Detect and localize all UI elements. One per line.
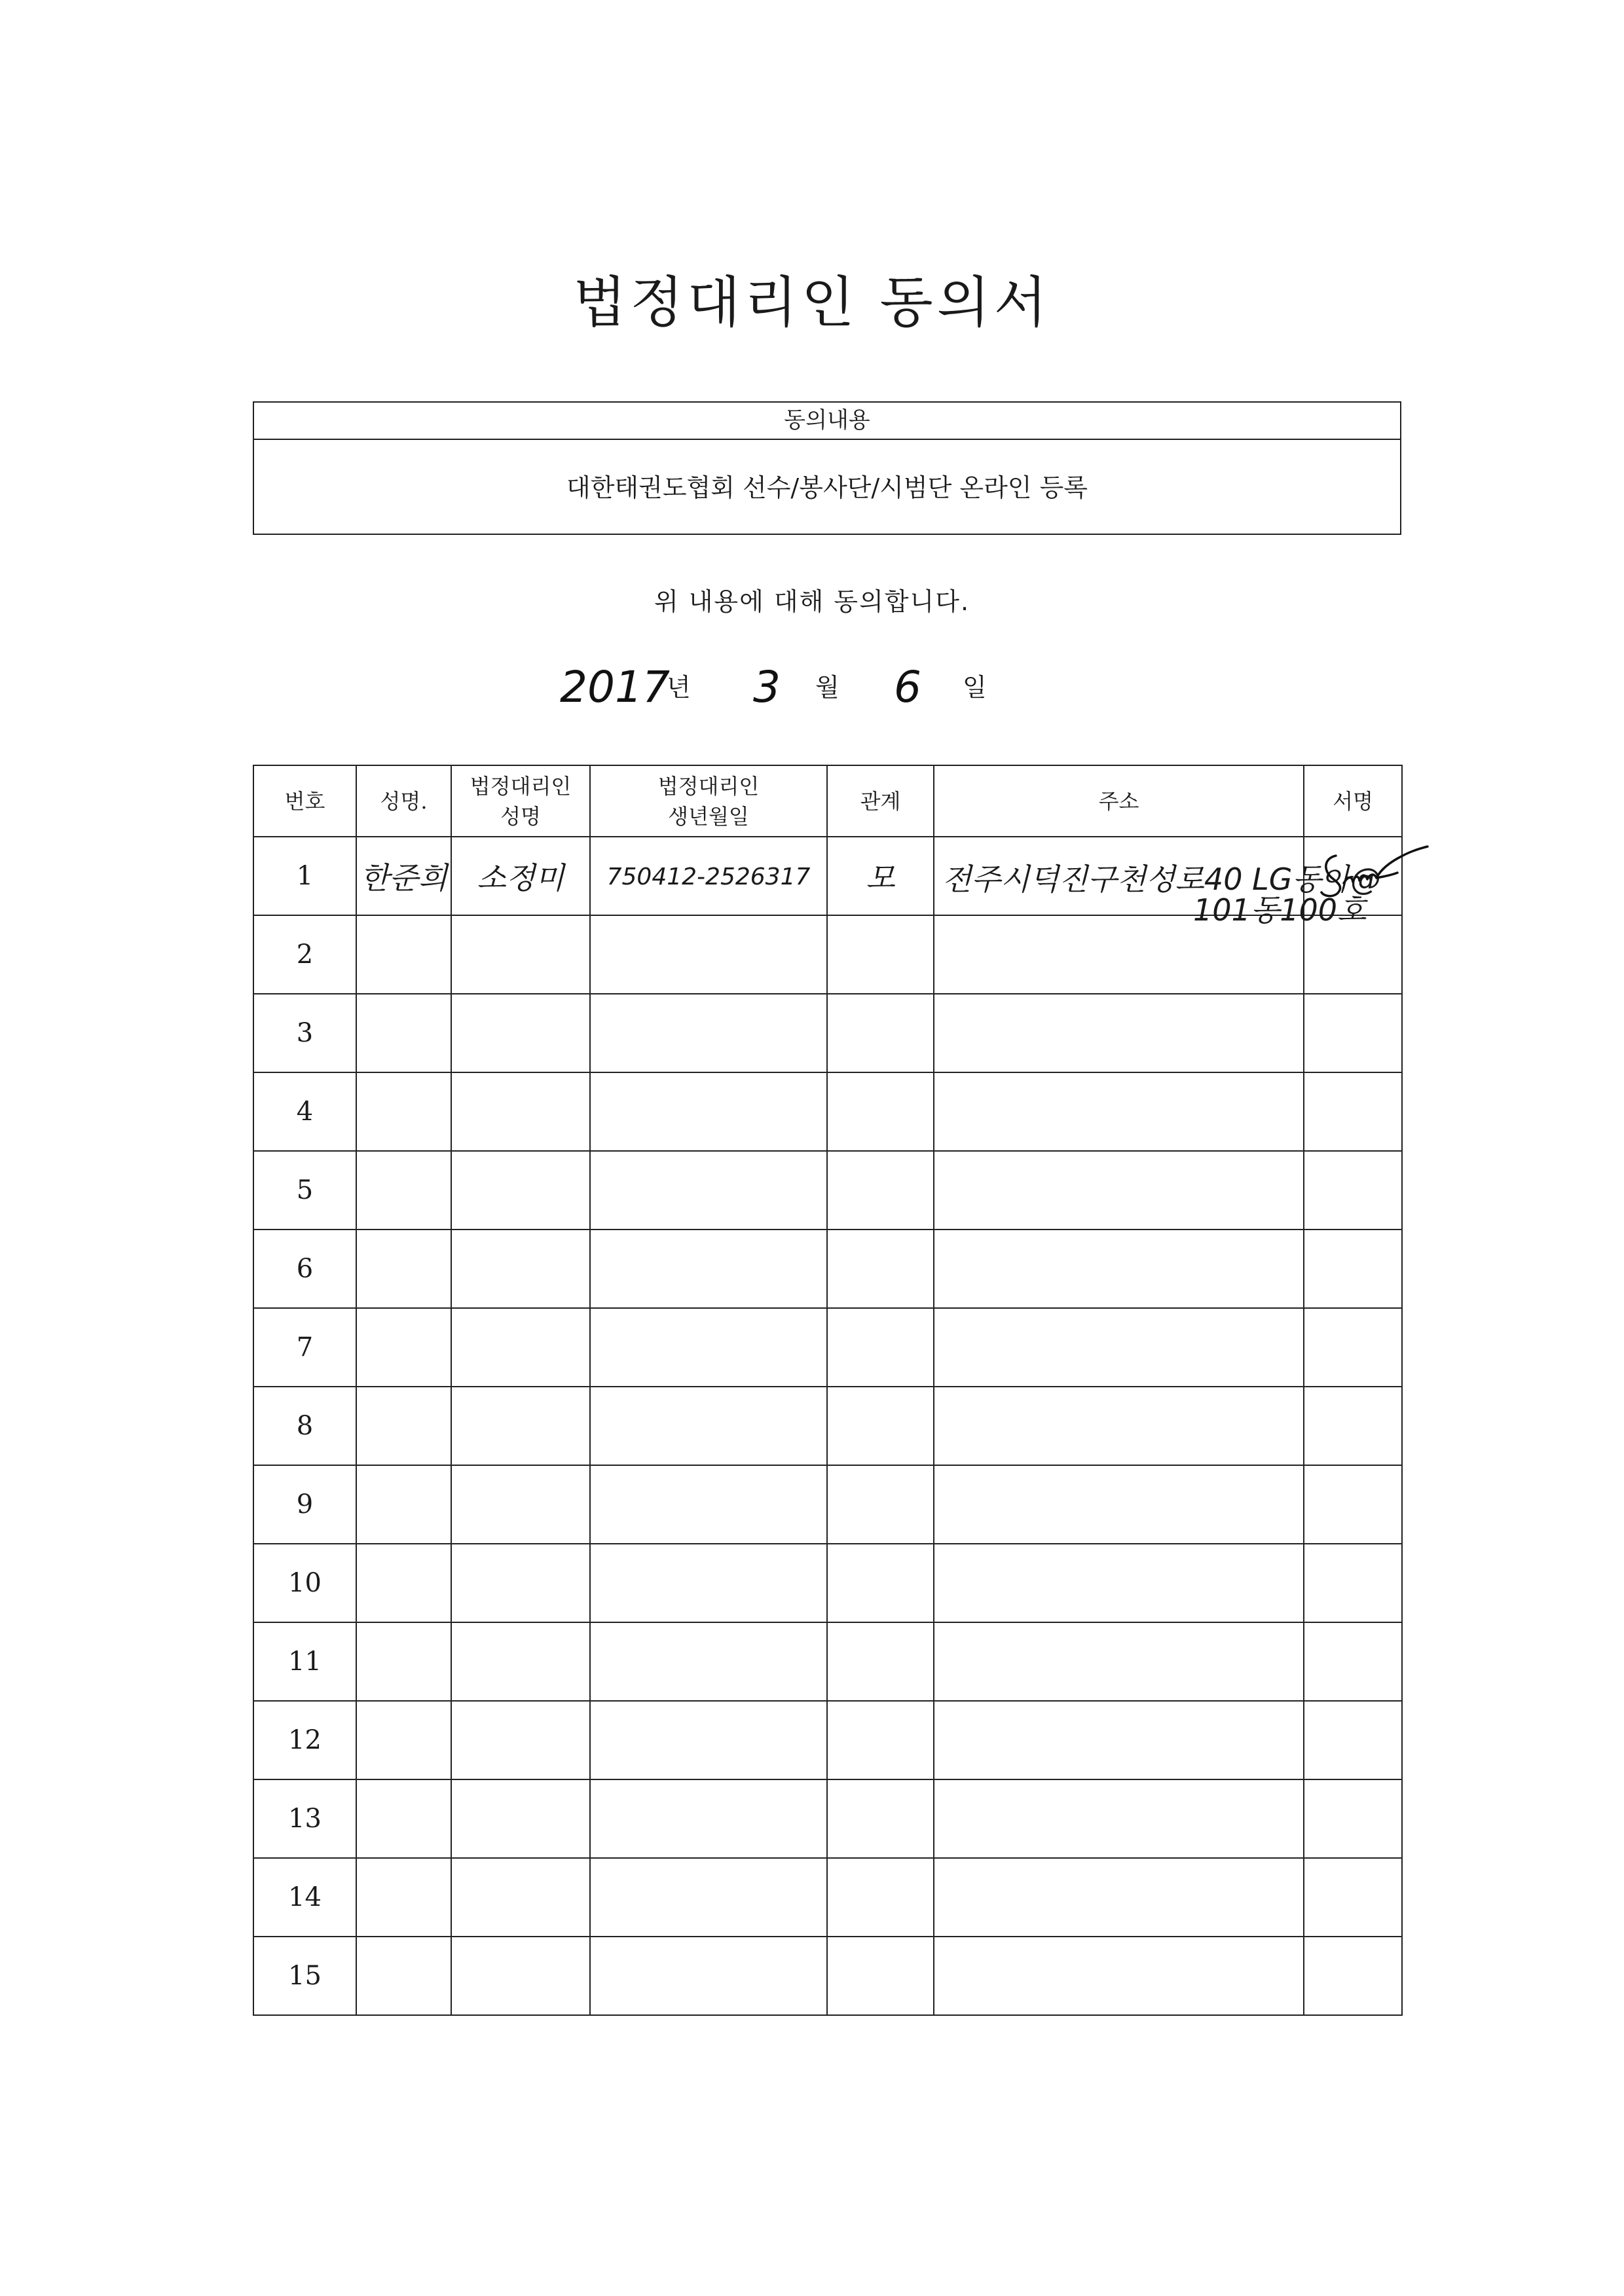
row-name — [356, 1779, 451, 1858]
row-number: 1 — [253, 837, 356, 915]
row-guardian-birth — [590, 837, 827, 915]
row-signature — [1304, 994, 1402, 1072]
row-guardian-birth — [590, 1230, 827, 1308]
header-name: 성명. — [356, 765, 451, 837]
row-relation — [827, 1779, 934, 1858]
row-relation — [827, 1072, 934, 1151]
row-guardian-birth — [590, 1858, 827, 1937]
table-row — [253, 1622, 1402, 1701]
table-row — [253, 1937, 1402, 2015]
row-name — [356, 1544, 451, 1622]
table-row — [253, 1858, 1402, 1937]
table-row — [253, 1465, 1402, 1544]
row-name — [356, 1387, 451, 1465]
date-day-value: 6 — [894, 662, 921, 712]
row-relation — [827, 837, 934, 915]
table-row — [253, 837, 1402, 915]
consent-header: 동의내용 — [254, 403, 1400, 440]
row-guardian-birth — [590, 1544, 827, 1622]
row-signature — [1304, 1858, 1402, 1937]
table-header-row — [253, 765, 1402, 837]
row-relation — [827, 1151, 934, 1230]
row-signature — [1304, 1308, 1402, 1387]
row-guardian-name — [451, 1622, 590, 1701]
row-number: 13 — [253, 1779, 356, 1858]
row-number: 14 — [253, 1858, 356, 1937]
row-relation — [827, 1465, 934, 1544]
row-address — [934, 1465, 1304, 1544]
header-guardian-birth — [590, 765, 827, 837]
consent-box — [253, 401, 1401, 535]
row-signature — [1304, 1701, 1402, 1779]
row-number: 11 — [253, 1622, 356, 1701]
row-name — [356, 1072, 451, 1151]
row-guardian-name — [451, 1544, 590, 1622]
row-signature — [1304, 1387, 1402, 1465]
row-address — [934, 994, 1304, 1072]
row-address — [934, 1308, 1304, 1387]
row-number: 12 — [253, 1701, 356, 1779]
row-relation — [827, 1858, 934, 1937]
row-guardian-birth — [590, 994, 827, 1072]
row-guardian-birth — [590, 1465, 827, 1544]
row-guardian-birth — [590, 1387, 827, 1465]
row-guardian-name — [451, 1858, 590, 1937]
row-guardian-birth-value: 750412-2526317 — [606, 864, 811, 890]
row-relation — [827, 1544, 934, 1622]
row-name — [356, 1701, 451, 1779]
header-guardian-name-line2: 성명 — [500, 803, 541, 829]
row-guardian-birth — [590, 1779, 827, 1858]
header-guardian-birth-line2: 생년월일 — [668, 803, 749, 829]
row-address — [934, 1701, 1304, 1779]
handwritten-signature — [1318, 844, 1429, 903]
table-row — [253, 1230, 1402, 1308]
row-guardian-name — [451, 915, 590, 994]
table-row — [253, 1544, 1402, 1622]
row-signature — [1304, 1230, 1402, 1308]
date-year-value: 2017 — [560, 662, 670, 712]
row-guardian-birth — [590, 1937, 827, 2015]
row-name — [356, 837, 451, 915]
row-number: 6 — [253, 1230, 356, 1308]
row-signature — [1304, 1072, 1402, 1151]
row-guardian-name — [451, 1230, 590, 1308]
row-guardian-name — [451, 1779, 590, 1858]
row-name-value: 한준희 — [360, 860, 448, 896]
row-guardian-name — [451, 1701, 590, 1779]
row-signature — [1304, 1779, 1402, 1858]
consent-content: 대한태권도협회 선수/봉사단/시범단 온라인 등록 — [566, 473, 1088, 502]
row-address — [934, 1622, 1304, 1701]
row-name — [356, 915, 451, 994]
row-guardian-birth — [590, 1308, 827, 1387]
row-name — [356, 1937, 451, 2015]
row-guardian-name — [451, 1072, 590, 1151]
table-row — [253, 1701, 1402, 1779]
row-guardian-name — [451, 837, 590, 915]
row-signature — [1304, 1622, 1402, 1701]
table-row — [253, 1072, 1402, 1151]
table-row — [253, 994, 1402, 1072]
header-address: 주소 — [934, 765, 1304, 837]
row-address — [934, 1858, 1304, 1937]
row-name — [356, 994, 451, 1072]
row-signature — [1304, 1151, 1402, 1230]
row-number: 4 — [253, 1072, 356, 1151]
row-number: 8 — [253, 1387, 356, 1465]
row-relation — [827, 994, 934, 1072]
table-row — [253, 1387, 1402, 1465]
header-relation: 관계 — [827, 765, 934, 837]
row-name — [356, 1230, 451, 1308]
row-signature — [1304, 837, 1402, 915]
header-guardian-name-line1: 법정대리인 — [470, 773, 572, 799]
row-relation — [827, 1622, 934, 1701]
row-address — [934, 1544, 1304, 1622]
header-number: 번호 — [253, 765, 356, 837]
row-guardian-name — [451, 1937, 590, 2015]
row-signature — [1304, 1544, 1402, 1622]
row-address — [934, 837, 1381, 928]
row-address — [934, 1151, 1304, 1230]
row-relation — [827, 1308, 934, 1387]
row-address — [934, 1387, 1304, 1465]
row-guardian-name — [451, 1387, 590, 1465]
row-number: 9 — [253, 1465, 356, 1544]
row-relation — [827, 1937, 934, 2015]
header-signature: 서명 — [1304, 765, 1402, 837]
row-name — [356, 1622, 451, 1701]
row-signature — [1304, 1465, 1402, 1544]
date-year-label: 년 — [667, 673, 691, 702]
header-guardian-name — [451, 765, 590, 837]
row-signature — [1304, 1937, 1402, 2015]
row-number: 2 — [253, 915, 356, 994]
row-guardian-name — [451, 1308, 590, 1387]
row-guardian-name — [451, 1151, 590, 1230]
row-number: 5 — [253, 1151, 356, 1230]
page-title: 법정대리인 동의서 — [573, 270, 1051, 335]
row-number: 7 — [253, 1308, 356, 1387]
row-number: 10 — [253, 1544, 356, 1622]
row-guardian-birth — [590, 915, 827, 994]
row-guardian-birth — [590, 1622, 827, 1701]
row-guardian-name-value: 소정미 — [477, 860, 564, 896]
row-number: 15 — [253, 1937, 356, 2015]
row-relation — [827, 1230, 934, 1308]
row-relation — [827, 1387, 934, 1465]
row-name — [356, 1308, 451, 1387]
date-month-label: 월 — [815, 673, 840, 702]
row-address — [934, 1779, 1304, 1858]
row-guardian-birth — [590, 1072, 827, 1151]
row-address — [934, 1230, 1304, 1308]
row-guardian-birth — [590, 1701, 827, 1779]
guardian-roster-table — [253, 765, 1403, 2016]
date-month-value: 3 — [753, 662, 781, 712]
row-relation — [827, 915, 934, 994]
row-address — [934, 1937, 1304, 2015]
date-day-label: 일 — [963, 673, 987, 702]
row-address — [934, 1072, 1304, 1151]
header-guardian-birth-line1: 법정대리인 — [657, 773, 760, 799]
row-address-line2: 101동100호 — [1193, 892, 1367, 928]
table-row — [253, 1151, 1402, 1230]
row-relation-value: 모 — [866, 860, 895, 896]
table-row — [253, 1779, 1402, 1858]
table-row — [253, 1308, 1402, 1387]
row-guardian-name — [451, 1465, 590, 1544]
row-name — [356, 1858, 451, 1937]
row-relation — [827, 1701, 934, 1779]
row-number: 3 — [253, 994, 356, 1072]
row-guardian-birth — [590, 1151, 827, 1230]
row-name — [356, 1151, 451, 1230]
agreement-statement: 위 내용에 대해 동의합니다. — [654, 587, 970, 616]
row-address-line1: 전주시덕진구천성로40 LG동아@ — [942, 862, 1381, 897]
row-guardian-name — [451, 994, 590, 1072]
row-name — [356, 1465, 451, 1544]
